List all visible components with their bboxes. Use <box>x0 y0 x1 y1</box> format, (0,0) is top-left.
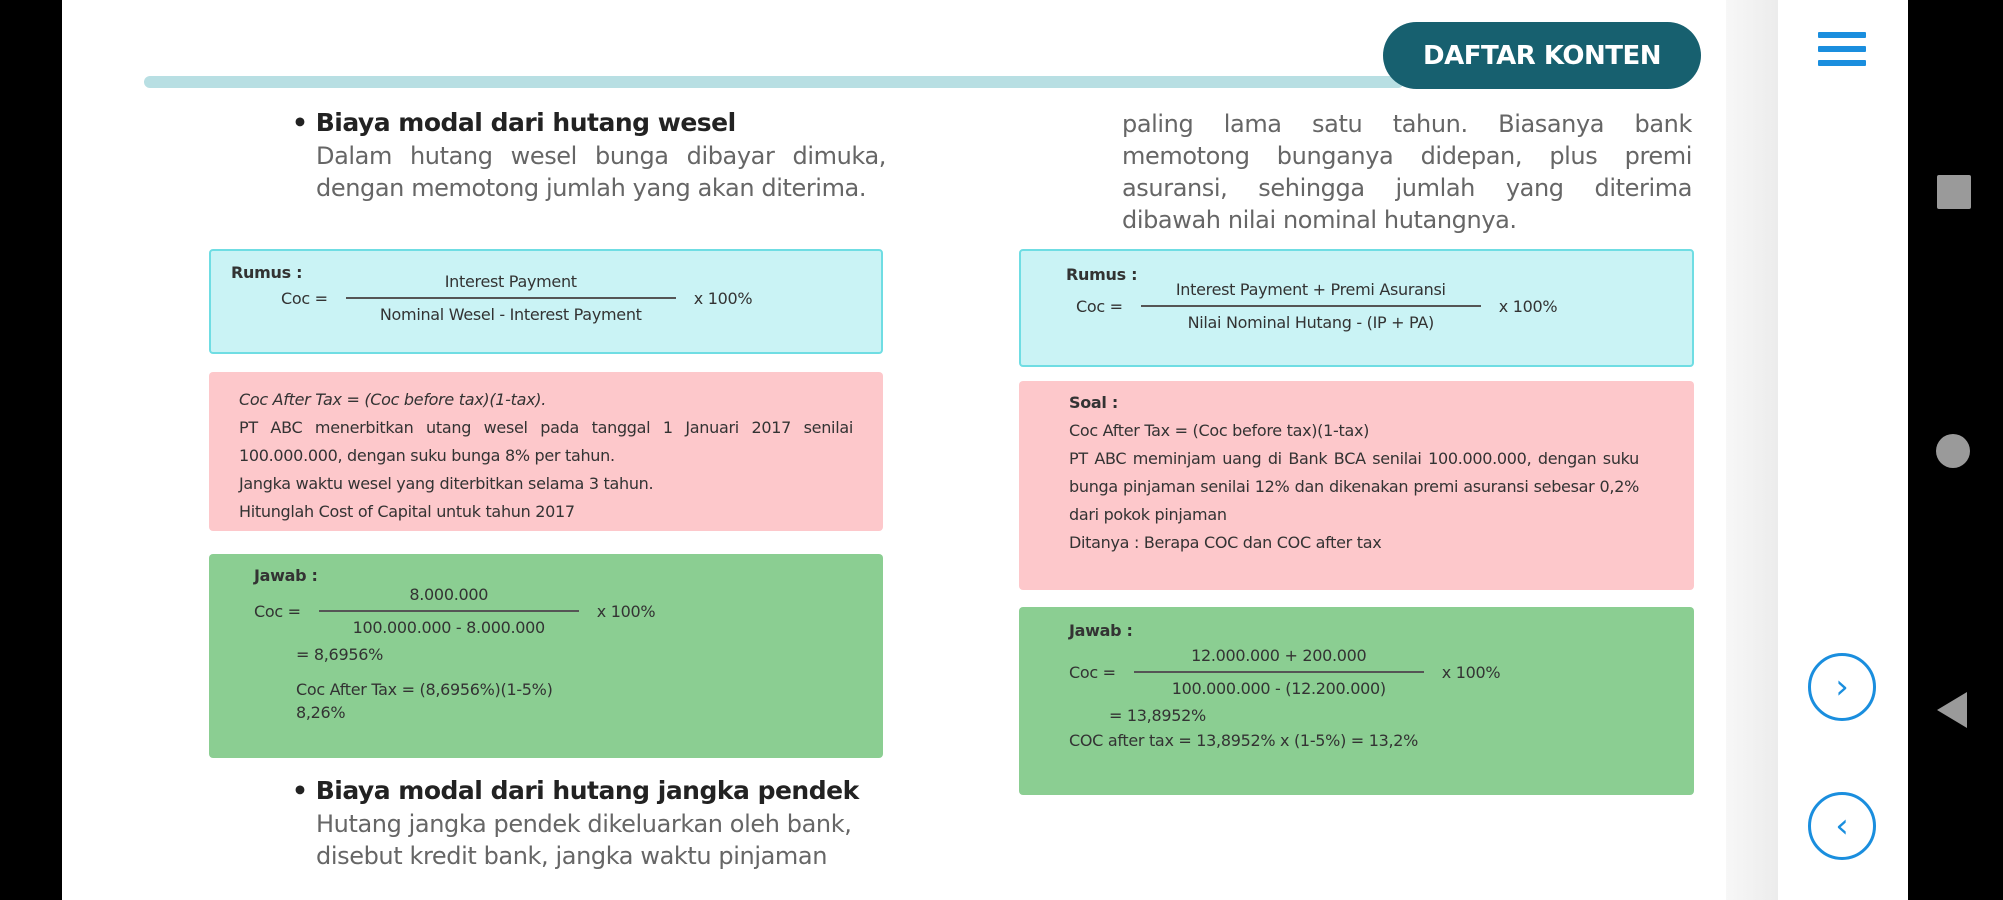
formula-numerator: Interest Payment + Premi Asuransi <box>1175 280 1446 299</box>
answer-numerator: 8.000.000 <box>409 585 489 604</box>
answer-result: = 8,6956% <box>296 645 383 664</box>
heading-text: Biaya modal dari hutang wesel <box>315 108 736 137</box>
problem-line: Jangka waktu wesel yang diterbitkan selama 3 tahun. <box>239 474 654 493</box>
left-black-bar <box>0 0 62 900</box>
problem-line: PT ABC meminjam uang di Bank BCA senilai 100.000.000, dengan suku bunga pinjaman senilai 12% dan dikenakan premi asuransi sebesar 0,2% dari pokok pinjaman <box>1069 449 1639 524</box>
answer-box-wesel <box>209 554 883 758</box>
section-heading-wesel <box>292 108 736 137</box>
formula-label: Rumus : <box>1066 265 1138 284</box>
answer-multiplier: x 100% <box>1441 662 1501 682</box>
prev-page-button[interactable] <box>1808 792 1876 860</box>
answer-box-bank <box>1019 607 1694 795</box>
formula-box-bank <box>1019 249 1694 367</box>
formula-box-wesel <box>209 249 883 354</box>
answer-after-tax: COC after tax = 13,8952% x (1-5%) = 13,2% <box>1069 731 1419 750</box>
problem-line: PT ABC menerbitkan utang wesel pada tanggal 1 Januari 2017 senilai 100.000.000, dengan suku bunga 8% per tahun. <box>239 418 853 465</box>
problem-line: Ditanya : Berapa COC dan COC after tax <box>1069 533 1382 552</box>
answer-after-tax: Coc After Tax = (8,6956%)(1-5%) <box>296 680 553 699</box>
section-heading-short-term <box>292 776 859 805</box>
answer-denominator: 100.000.000 - (12.200.000) <box>1171 679 1386 698</box>
problem-line: Coc After Tax = (Coc before tax)(1-tax). <box>239 390 547 409</box>
header-rule <box>144 76 1404 88</box>
page-edge <box>1726 0 1778 900</box>
short-term-paragraph: Hutang jangka pendek dikeluarkan oleh bank, disebut kredit bank, jangka waktu pinjaman <box>316 810 852 870</box>
problem-box-bank <box>1019 381 1694 590</box>
right-paragraph: paling lama satu tahun. Biasanya bank memotong bunganya didepan, plus premi asuransi, sehingga jumlah yang diterima dibawah nilai nominal hutangnya. <box>1122 110 1692 234</box>
fraction-bar <box>319 610 579 612</box>
home-icon[interactable] <box>1936 434 1970 468</box>
heading-text: Biaya modal dari hutang jangka pendek <box>315 776 859 805</box>
formula-numerator: Interest Payment <box>444 272 577 291</box>
side-panel <box>1778 0 1908 900</box>
answer-result: = 13,8952% <box>1109 706 1206 725</box>
formula-lhs: Coc = <box>1076 296 1123 316</box>
recents-icon[interactable] <box>1937 175 1971 209</box>
answer-denominator: 100.000.000 - 8.000.000 <box>352 618 545 637</box>
problem-box-wesel <box>209 372 883 531</box>
table-of-contents-button[interactable]: DAFTAR KONTEN <box>1383 22 1701 89</box>
answer-numerator: 12.000.000 + 200.000 <box>1191 646 1367 665</box>
answer-label: Jawab : <box>254 566 318 585</box>
answer-lhs: Coc = <box>254 601 301 621</box>
chevron-right-icon: › <box>1835 667 1849 707</box>
answer-lhs: Coc = <box>1069 662 1116 682</box>
formula-denominator: Nominal Wesel - Interest Payment <box>379 305 642 324</box>
fraction-bar <box>1134 671 1424 673</box>
formula-multiplier: x 100% <box>1498 296 1558 316</box>
answer-label: Jawab : <box>1069 621 1133 640</box>
formula-lhs: Coc = <box>281 288 328 308</box>
fraction-bar <box>1141 305 1481 307</box>
wesel-paragraph: Dalam hutang wesel bunga dibayar dimuka, dengan memotong jumlah yang akan diterima. <box>316 142 886 202</box>
problem-line: Hitunglah Cost of Capital untuk tahun 2017 <box>239 502 575 521</box>
next-page-button[interactable] <box>1808 653 1876 721</box>
problem-line: Coc After Tax = (Coc before tax)(1-tax) <box>1069 421 1370 440</box>
answer-after-tax-result: 8,26% <box>296 703 346 722</box>
formula-label: Rumus : <box>231 263 303 282</box>
answer-multiplier: x 100% <box>596 601 656 621</box>
bullet: • <box>292 108 308 137</box>
menu-icon[interactable] <box>1818 32 1866 74</box>
chevron-left-icon: ‹ <box>1835 806 1849 846</box>
back-icon[interactable] <box>1937 692 1967 728</box>
problem-label: Soal : <box>1069 393 1118 412</box>
fraction-bar <box>346 297 676 299</box>
formula-multiplier: x 100% <box>693 288 753 308</box>
formula-denominator: Nilai Nominal Hutang - (IP + PA) <box>1187 313 1434 332</box>
bullet: • <box>292 776 308 805</box>
